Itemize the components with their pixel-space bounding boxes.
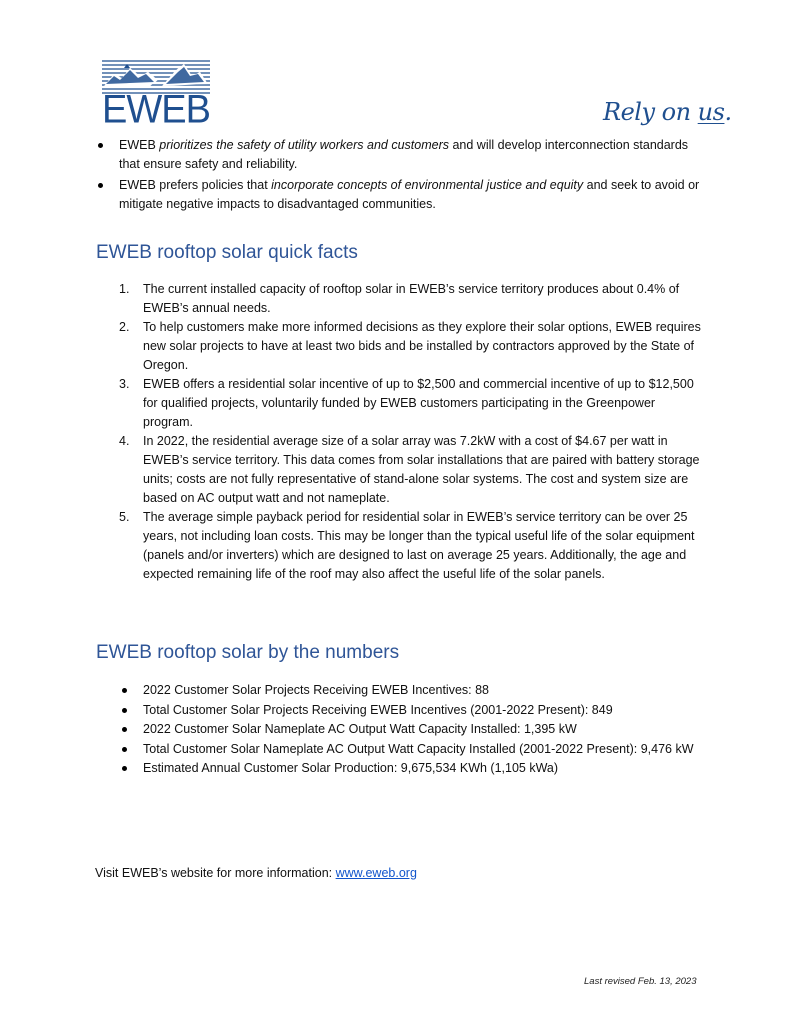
item-number: 4.	[119, 434, 130, 448]
item-text: To help customers make more informed decisions as they explore their solar options, EWEB requires new solar projects to have at least two bids and be installed by contractors approved by the State of Oregon.	[143, 320, 701, 372]
website-link[interactable]: www.eweb.org	[335, 866, 417, 880]
item-text: The average simple payback period for residential solar in EWEB’s service territory can be over 25 years, not including loan costs. This may be longer than the typical useful life of the solar equipment (panels and/or inverters) which are designed to last on average 25 years. Additionally, the age and expected remaining life of the roof may also affect the useful life of the solar panels.	[143, 510, 695, 581]
bullet-text: and will develop interconnection standards that ensure safety and reliability.	[119, 138, 689, 171]
list-item	[119, 432, 701, 508]
tagline-end: .	[724, 98, 732, 126]
eweb-logo-text: EWEB	[102, 87, 210, 133]
item-number: 5.	[119, 510, 130, 524]
list-item	[119, 375, 701, 432]
list-item: Total Customer Solar Projects Receiving EWEB Incentives (2001-2022 Present): 849	[119, 701, 707, 721]
visit-website-line	[95, 866, 417, 880]
tagline-text: Rely on	[603, 98, 698, 126]
item-number: 3.	[119, 377, 130, 391]
list-item	[95, 136, 705, 174]
list-item: 2022 Customer Solar Projects Receiving EWEB Incentives: 88	[119, 681, 707, 701]
quick-facts-heading: EWEB rooftop solar quick facts	[96, 242, 358, 263]
visit-text: Visit EWEB’s website for more information:	[95, 866, 336, 880]
list-item	[119, 508, 701, 584]
bullet-text: EWEB prefers policies that	[119, 178, 272, 192]
tagline	[603, 98, 732, 126]
list-item: 2022 Customer Solar Nameplate AC Output Watt Capacity Installed: 1,395 kW	[119, 720, 707, 740]
item-text: The current installed capacity of rooftop solar in EWEB’s service territory produces about 0.4% of EWEB’s annual needs.	[143, 282, 680, 315]
list-item	[119, 280, 701, 318]
list-item	[119, 318, 701, 375]
list-item	[95, 176, 705, 214]
by-numbers-heading: EWEB rooftop solar by the numbers	[96, 642, 400, 663]
quick-facts-list	[119, 280, 701, 584]
tagline-underlined: us	[697, 98, 725, 126]
bullet-text: and seek to avoid or mitigate negative impacts to disadvantaged communities.	[119, 178, 700, 211]
bullet-emphasis: incorporate concepts of environmental justice and equity	[271, 178, 584, 192]
list-item: Total Customer Solar Nameplate AC Output Watt Capacity Installed (2001-2022 Present): 9,476 kW	[119, 740, 707, 760]
item-number: 1.	[119, 282, 130, 296]
bullet-emphasis: prioritizes the safety of utility workers and customers	[159, 138, 449, 152]
last-revised-date: Last revised Feb. 13, 2023	[584, 976, 697, 987]
by-numbers-list	[119, 681, 707, 779]
item-text: EWEB offers a residential solar incentive of up to $2,500 and commercial incentive of up to $12,500 for qualified projects, voluntarily funded by EWEB customers participating in the Greenpower program.	[143, 377, 694, 429]
item-text: In 2022, the residential average size of a solar array was 7.2kW with a cost of $4.67 per watt in EWEB’s service territory. This data comes from solar installations that are paired with battery storage units; costs are not fully representative of stand-alone solar systems. The cost and system size are based on AC output watt and not nameplate.	[143, 434, 700, 505]
list-item: Estimated Annual Customer Solar Production: 9,675,534 KWh (1,105 kWa)	[119, 759, 707, 779]
item-number: 2.	[119, 320, 130, 334]
intro-bullet-list	[95, 136, 705, 216]
bullet-text: EWEB	[119, 138, 160, 152]
